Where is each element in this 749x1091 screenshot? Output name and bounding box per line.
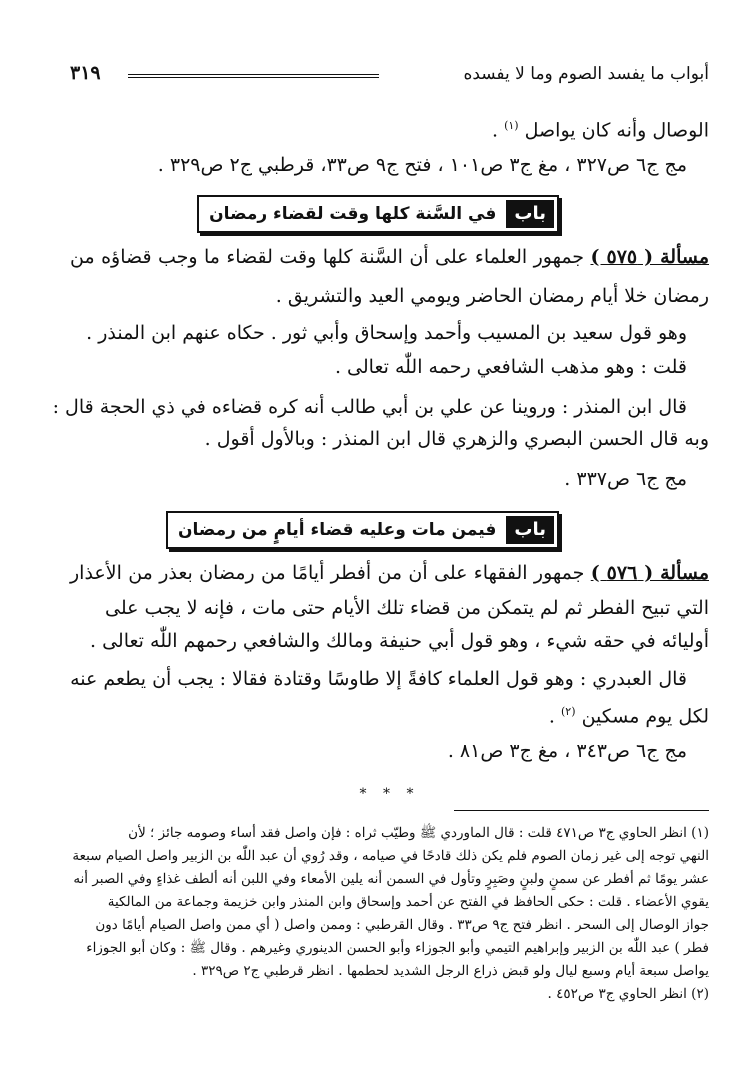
section2-para-2-line-2 — [70, 697, 709, 731]
footnote-1-line-5: جواز الوصال إلى السحر . انظر فتح ج٩ ص٣٣ . وقال القرطبي : وممن واصل ( أي ممن واصل الصيام أيامًا دون — [95, 917, 709, 933]
section-heading-2 — [166, 511, 559, 549]
footnote-ref-2: (٢) — [561, 705, 576, 718]
prev-text-end: . — [491, 119, 499, 142]
masala-576-label: مسألة ( ٥٧٦ ) — [590, 562, 709, 584]
section-label-2: باب — [506, 516, 554, 544]
section2-para-2-line-1: قال العبدري : وهو قول العلماء كافةً إلا طاوسًا وقتادة فقالا : يجب أن يطعم عنه — [70, 668, 687, 690]
footnote-1-line-7: يواصل سبعة أيام وسبع ليال ولو قبض ذراع الرجل الشديد لحطمها . انظر قرطبي ج٢ ص٣٢٩ . — [192, 963, 709, 979]
section2-para-2-text: لكل يوم مسكين — [581, 705, 709, 728]
reference-line-2: مج ج٦ ص٣٣٧ . — [564, 468, 687, 490]
section1-para-2: وهو قول سعيد بن المسيب وأحمد وإسحاق وأبي ثور . حكاه عنهم ابن المنذر . — [86, 322, 687, 344]
section1-para-4-line-2: وبه قال الحسن البصري والزهري قال ابن المنذر : وبالأول أقول . — [204, 428, 709, 450]
reference-line-3: مج ج٦ ص٣٤٣ ، مغ ج٣ ص٨١ . — [447, 740, 687, 762]
section-title-2: فيمن مات وعليه قضاء أيامٍ من رمضان — [177, 520, 497, 540]
masala-576-line-2: التي تبيح الفطر ثم لم يتمكن من قضاء تلك الأيام حتى مات ، فإنه لا يجب على — [105, 597, 709, 619]
masala-575-label: مسألة ( ٥٧٥ ) — [590, 246, 710, 268]
page-number: ٣١٩ — [70, 62, 101, 84]
reference-line-1: مج ج٦ ص٣٢٧ ، مغ ج٣ ص١٠١ ، فتح ج٩ ص٣٣، قرطبي ج٢ ص٣٢٩ . — [157, 154, 687, 176]
book-page — [52, 0, 710, 1091]
header-title: أبواب ما يفسد الصوم وما لا يفسده — [463, 64, 709, 84]
section-label-1: باب — [506, 200, 554, 228]
prev-text: الوصال وأنه كان يواصل — [524, 119, 709, 142]
masala-576-line-1 — [70, 558, 709, 588]
masala-576-text: جمهور الفقهاء على أن من أفطر أيامًا من رمضان بعذر من الأعذار — [70, 562, 585, 584]
section-heading-1 — [197, 195, 559, 233]
footnote-1-line-3: عشر يومًا ثم أفطر عن سمنٍ ولبنٍ وصَبِرٍ وتأول في السمن أنه يلين الأمعاء وفي اللبن أنه ألطف غذاءٍ وفي الصبر أنه — [73, 871, 709, 887]
footnote-1-line-2: النهي توجه إلى غير زمان الصوم فلم يكن ذلك قادحًا في صيامه ، وقد رُوي أن عبد اللّٰه بن الزبير واصل الصيام سبعة — [72, 848, 709, 864]
section-separator: * * * — [359, 786, 420, 802]
masala-575-line-1 — [70, 242, 709, 272]
header-rule — [128, 74, 379, 78]
footnote-1-line-1: (١) انظر الحاوي ج٣ ص٤٧١ قلت : قال الماوردي ﷺ وطيّب ثراه : فإن واصل فقد أساء وصومه جائز ؛ لأن — [128, 825, 709, 841]
section2-para-2-end: . — [548, 705, 555, 728]
section-title-1: في السَّنة كلها وقت لقضاء رمضان — [209, 204, 497, 224]
section1-para-4-line-1: قال ابن المنذر : وروينا عن علي بن أبي طالب أنه كره قضاءه في ذي الحجة قال : — [52, 396, 687, 418]
masala-575-line-2: رمضان خلا أيام رمضان الحاضر ويومي العيد والتشريق . — [275, 285, 709, 307]
footnote-2-line-1: (٢) انظر الحاوي ج٣ ص٤٥٢ . — [547, 986, 709, 1002]
footnote-ref-1: (١) — [504, 119, 519, 132]
footnote-1-line-4: يقوي الأعضاء . قلت : حكى الحافظ في الفتح عن أحمد وإسحاق وابن المنذر وابن خزيمة وجماعة من المالكية — [107, 894, 709, 910]
masala-576-line-3: أوليائه في حقه شيء ، وهو قول أبي حنيفة ومالك والشافعي رحمهم اللّٰه تعالى . — [90, 630, 709, 652]
prev-text-line — [70, 111, 709, 145]
footnote-1-line-6: فطر ) عبد اللّٰه بن الزبير وإبراهيم التيمي وأبو الجوزاء وأبو الحسن الدينوري وغيرهم . وقال ﷺ : وكان أبو الجوزاء — [86, 940, 709, 956]
footnote-rule — [454, 810, 709, 811]
masala-575-text: جمهور العلماء على أن السَّنة كلها وقت لقضاء ما وجب قضاؤه من — [70, 246, 585, 268]
section1-para-3: قلت : وهو مذهب الشافعي رحمه اللّٰه تعالى . — [334, 356, 687, 378]
running-header — [70, 62, 709, 90]
